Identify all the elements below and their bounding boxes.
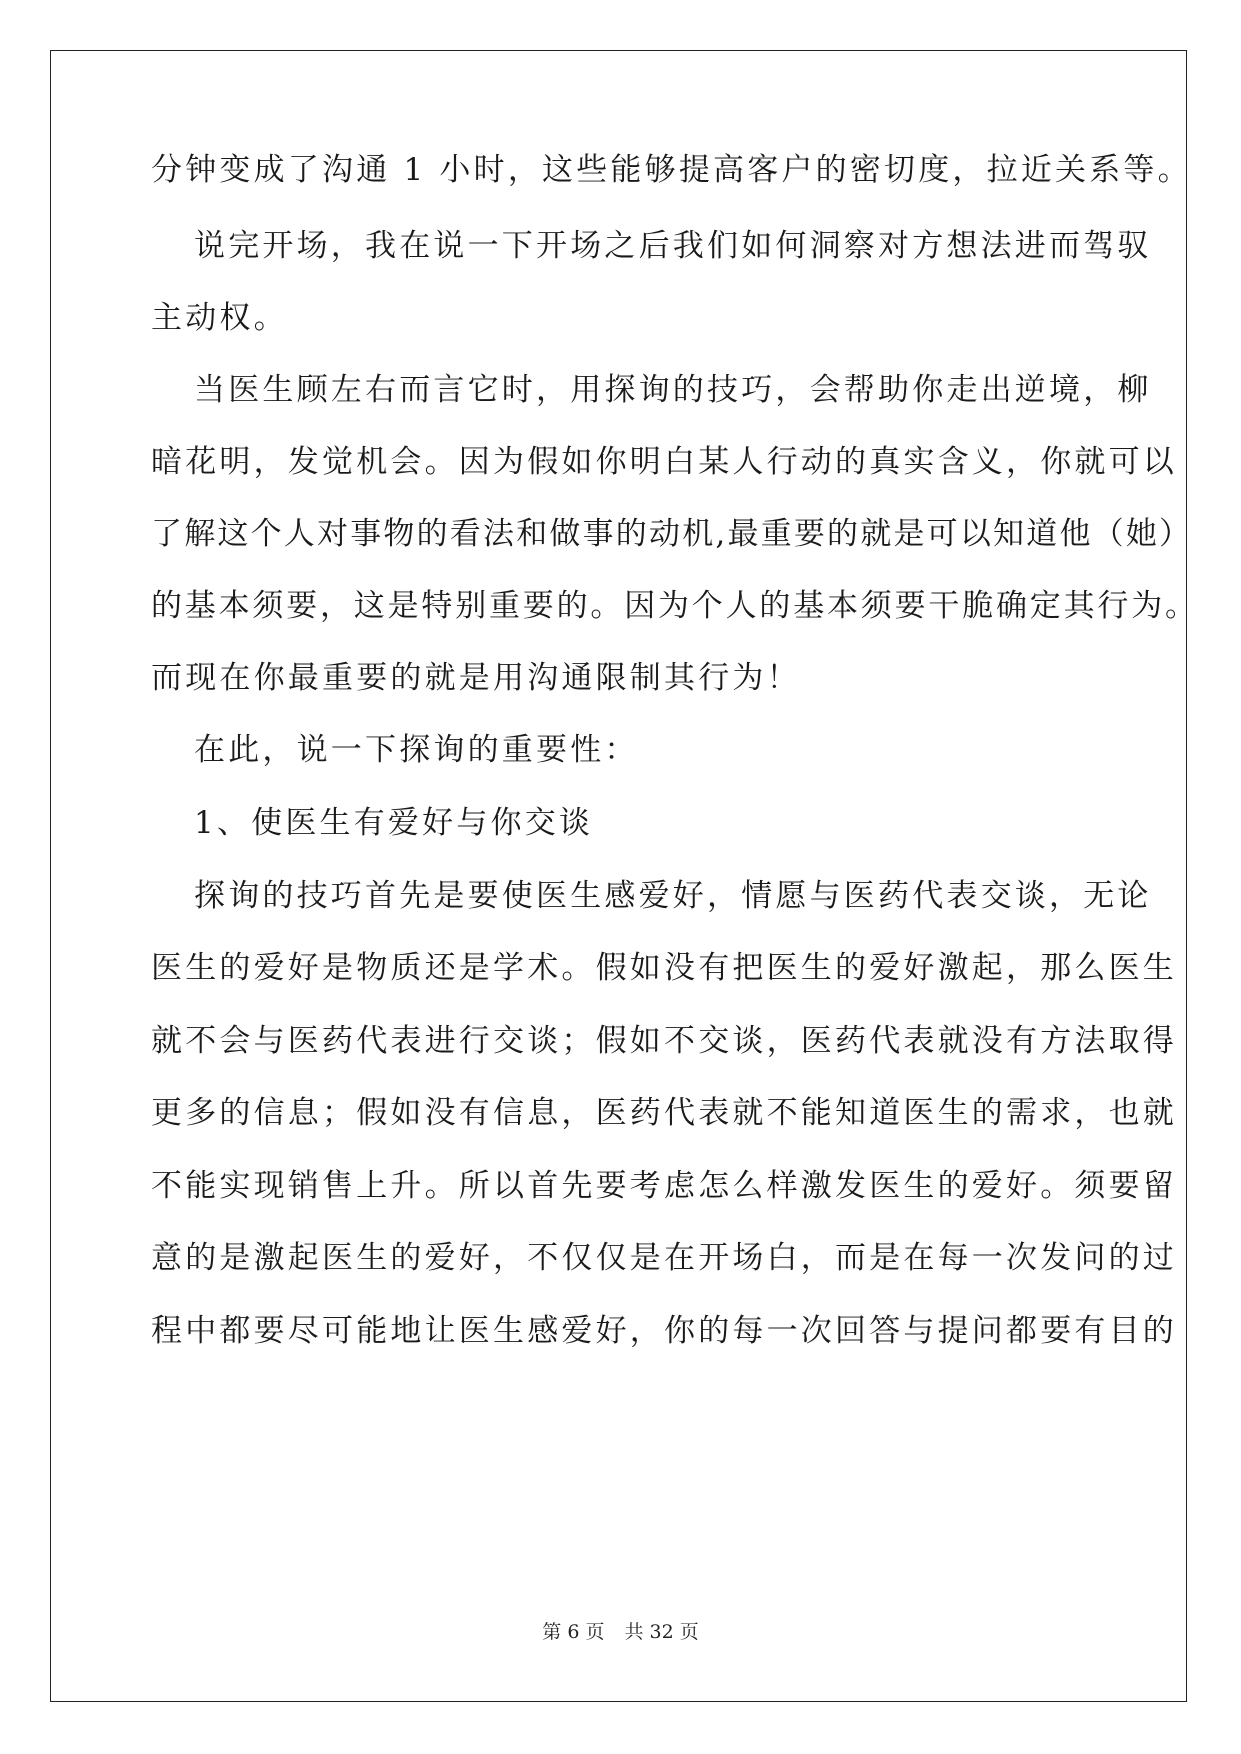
paragraph-line: 的基本须要，这是特别重要的。因为个人的基本须要干脆确定其行为。	[151, 588, 1199, 624]
paragraph-line: 意的是激起医生的爱好，不仅仅是在开场白，而是在每一次发问的过	[151, 1240, 1177, 1276]
paragraph-line: 了解这个人对事物的看法和做事的动机,最重要的就是可以知道他（她）	[151, 516, 1193, 552]
page-total: 共 32 页	[624, 1621, 699, 1643]
paragraph-line: 说完开场，我在说一下开场之后我们如何洞察对方想法进而驾驭	[194, 228, 1152, 264]
paragraph-line: 探询的技巧首先是要使医生感爱好，情愿与医药代表交谈，无论	[194, 878, 1152, 914]
paragraph-line: 更多的信息；假如没有信息，医药代表就不能知道医生的需求，也就	[151, 1095, 1177, 1131]
page-footer	[0, 1620, 1241, 1644]
paragraph-line: 暗花明，发觉机会。因为假如你明白某人行动的真实含义，你就可以	[151, 444, 1177, 480]
paragraph-line: 分钟变成了沟通 1 小时，这些能够提高客户的密切度，拉近关系等。	[151, 152, 1192, 188]
paragraph-line: 而现在你最重要的就是用沟通限制其行为！	[151, 660, 801, 696]
section-heading: 1、使医生有爱好与你交谈	[194, 805, 594, 841]
paragraph-line: 不能实现销售上升。所以首先要考虑怎么样激发医生的爱好。须要留	[151, 1168, 1177, 1204]
page-number: 第 6 页	[542, 1621, 605, 1643]
paragraph-line: 当医生顾左右而言它时，用探询的技巧，会帮助你走出逆境，柳	[194, 372, 1152, 408]
paragraph-line: 医生的爱好是物质还是学术。假如没有把医生的爱好激起，那么医生	[151, 950, 1177, 986]
paragraph-line: 就不会与医药代表进行交谈；假如不交谈，医药代表就没有方法取得	[151, 1023, 1177, 1059]
paragraph-line: 在此，说一下探询的重要性：	[194, 732, 639, 768]
paragraph-line: 程中都要尽可能地让医生感爱好，你的每一次回答与提问都要有目的	[151, 1313, 1177, 1349]
paragraph-line: 主动权。	[151, 300, 288, 336]
